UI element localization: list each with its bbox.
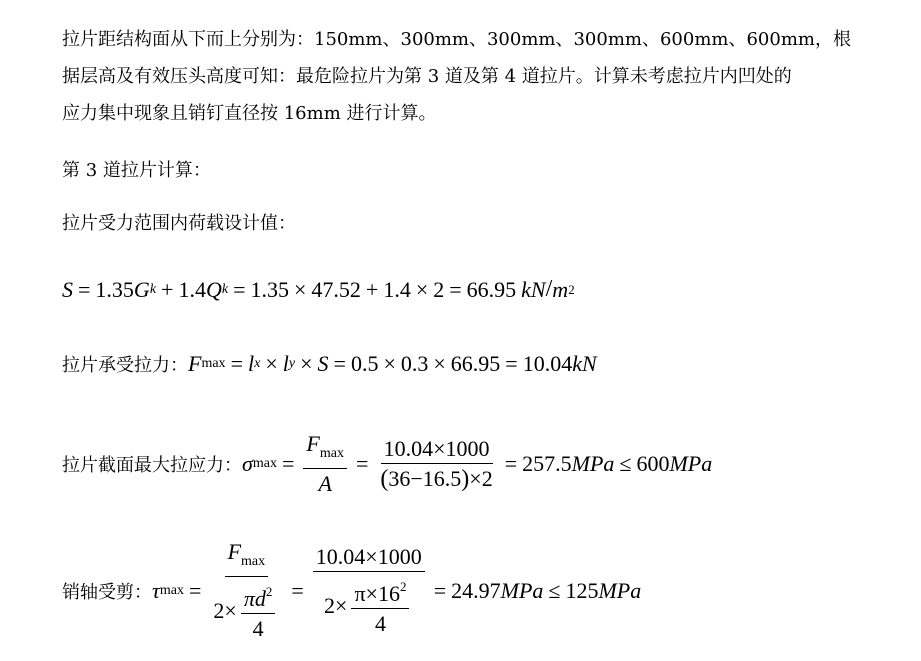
eq-load-val-2: 47.52	[311, 276, 361, 302]
tension-result: 10.04	[522, 351, 573, 376]
tension-times-4: ×	[433, 351, 446, 376]
stress-frac2-denominator	[377, 464, 495, 491]
shear-sub-max: max	[159, 582, 184, 598]
eq-load-result: 66.95	[466, 276, 517, 302]
eq-load-G: G	[133, 276, 150, 302]
tension-times-3: ×	[383, 351, 396, 376]
tension-unit: kN	[572, 351, 597, 376]
tension-times-1: ×	[265, 351, 278, 376]
tension-b: 0.3	[400, 351, 429, 376]
stress-den-open: (	[380, 466, 389, 492]
tension-times-2: ×	[300, 351, 313, 376]
stress-frac1-numerator	[303, 432, 347, 469]
tension-a: 0.5	[350, 351, 379, 376]
shear-fraction-2	[313, 545, 425, 636]
eq-load-sub-k1: k	[149, 281, 157, 297]
shear-num-2: 10.04×1000	[313, 545, 425, 572]
equation-stress	[62, 432, 712, 496]
shear-unit-1: MPa	[500, 577, 544, 603]
stress-unit-1: MPa	[571, 451, 615, 476]
eq-load-slash: /	[545, 276, 553, 302]
eq-load-coef-2: 1.4	[178, 276, 206, 302]
stress-den-close: )	[461, 466, 470, 492]
paragraph-line-1: 拉片距结构面从下而上分别为：150mm、300mm、300mm、300mm、600mm、600mm，根	[62, 29, 851, 50]
shear-inner-fraction	[241, 580, 276, 641]
stress-equals-1: =	[281, 451, 295, 476]
eq-load-sub-k2: k	[221, 281, 229, 297]
stress-fraction-2	[377, 437, 495, 491]
tension-sub-x: x	[254, 356, 261, 371]
tension-l2: l	[282, 351, 289, 376]
tension-sub-max: max	[201, 356, 226, 371]
shear-fraction-1	[210, 540, 282, 641]
stress-label: 拉片截面最大拉应力：	[62, 455, 242, 476]
tension-S: S	[317, 351, 329, 376]
shear-frac1-numerator	[225, 540, 269, 577]
stress-limit: 600	[636, 451, 670, 476]
paragraph-line-3: 应力集中现象且销钉直径按 16mm 进行计算。	[62, 103, 437, 124]
eq-load-val-1: 1.35	[250, 276, 289, 302]
stress-fraction-1	[303, 432, 347, 496]
shear-inner-numerator	[241, 580, 276, 614]
eq-load-Q: Q	[205, 276, 222, 302]
eq-load-equals-2: =	[233, 276, 246, 302]
stress-result: 257.5	[522, 451, 572, 476]
tension-c: 66.95	[450, 351, 501, 376]
shear-num-F: F	[227, 539, 242, 564]
shear-inner-den: 4	[252, 616, 264, 641]
shear-den-2x: 2×	[213, 597, 237, 623]
stress-den-inner: 36−16.5	[388, 466, 462, 491]
paragraph-line-2: 据层高及有效压头高度可知：最危险拉片为第 3 道及第 4 道拉片。计算未考虑拉片内凹处的	[62, 66, 792, 87]
shear-inner-pi: π	[243, 586, 255, 611]
heading-load-design: 拉片受力范围内荷载设计值：	[62, 213, 296, 234]
shear-label: 销轴受剪：	[62, 581, 152, 603]
stress-unit-2: MPa	[669, 451, 713, 476]
shear-num-max: max	[241, 554, 266, 569]
eq-load-exp: 2	[568, 281, 575, 297]
tension-l1: l	[247, 351, 255, 376]
shear-equals-1: =	[188, 577, 202, 603]
tension-equals-1: =	[230, 351, 243, 376]
stress-num-2: 10.04×1000	[381, 437, 493, 464]
eq-load-val-4: 2	[433, 276, 445, 302]
stress-le: ≤	[619, 451, 632, 476]
eq-load-plus-2: +	[365, 276, 379, 302]
stress-num-F: F	[306, 431, 320, 456]
stress-num-max: max	[319, 446, 344, 461]
shear-le: ≤	[548, 577, 561, 603]
shear-frac2-denominator	[321, 572, 416, 636]
shear-unit-2: MPa	[598, 577, 642, 603]
eq-load-times-1: ×	[293, 276, 307, 302]
stress-den-rest: ×2	[469, 466, 493, 491]
shear-inner2-den: 4	[374, 611, 386, 636]
shear-frac1-denominator	[210, 577, 282, 641]
shear-limit: 125	[565, 577, 599, 603]
shear-inner-exp: 2	[265, 584, 273, 599]
tension-equals-3: =	[505, 351, 518, 376]
eq-load-equals-1: =	[78, 276, 91, 302]
eq-load-plus-1: +	[161, 276, 174, 302]
eq-load-unit-m: m	[552, 276, 569, 302]
eq-load-val-3: 1.4	[383, 276, 411, 302]
eq-load-S: S	[62, 276, 73, 302]
stress-equals-3: =	[504, 451, 518, 476]
shear-inner2-fraction	[351, 575, 409, 636]
tension-equals-2: =	[333, 351, 346, 376]
eq-load-times-2: ×	[415, 276, 429, 302]
eq-load-equals-3: =	[449, 276, 462, 302]
shear-inner2-numerator	[351, 575, 409, 609]
shear-result: 24.97	[451, 577, 501, 603]
tension-sub-y: y	[288, 356, 296, 371]
shear-den2-2x: 2×	[324, 592, 348, 618]
equation-tension	[62, 351, 597, 377]
stress-den-A: A	[318, 471, 332, 496]
shear-equals-2: =	[291, 577, 304, 603]
eq-load-coef-1: 1.35	[95, 276, 134, 302]
eq-load-unit-kN: kN	[521, 276, 546, 302]
stress-sub-max: max	[252, 456, 277, 471]
shear-inner2-num: π×16	[354, 581, 400, 606]
equation-load	[62, 276, 575, 303]
heading-third-strap: 第 3 道拉片计算：	[62, 160, 211, 181]
stress-equals-2: =	[355, 451, 369, 476]
shear-inner2-exp: 2	[399, 579, 407, 594]
shear-equals-3: =	[433, 577, 447, 603]
stress-sigma: σ	[242, 451, 253, 476]
tension-F: F	[188, 351, 202, 376]
shear-tau: τ	[152, 577, 160, 603]
shear-inner-d: d	[254, 586, 266, 611]
equation-shear	[62, 540, 641, 641]
tension-label: 拉片承受拉力：	[62, 355, 188, 376]
